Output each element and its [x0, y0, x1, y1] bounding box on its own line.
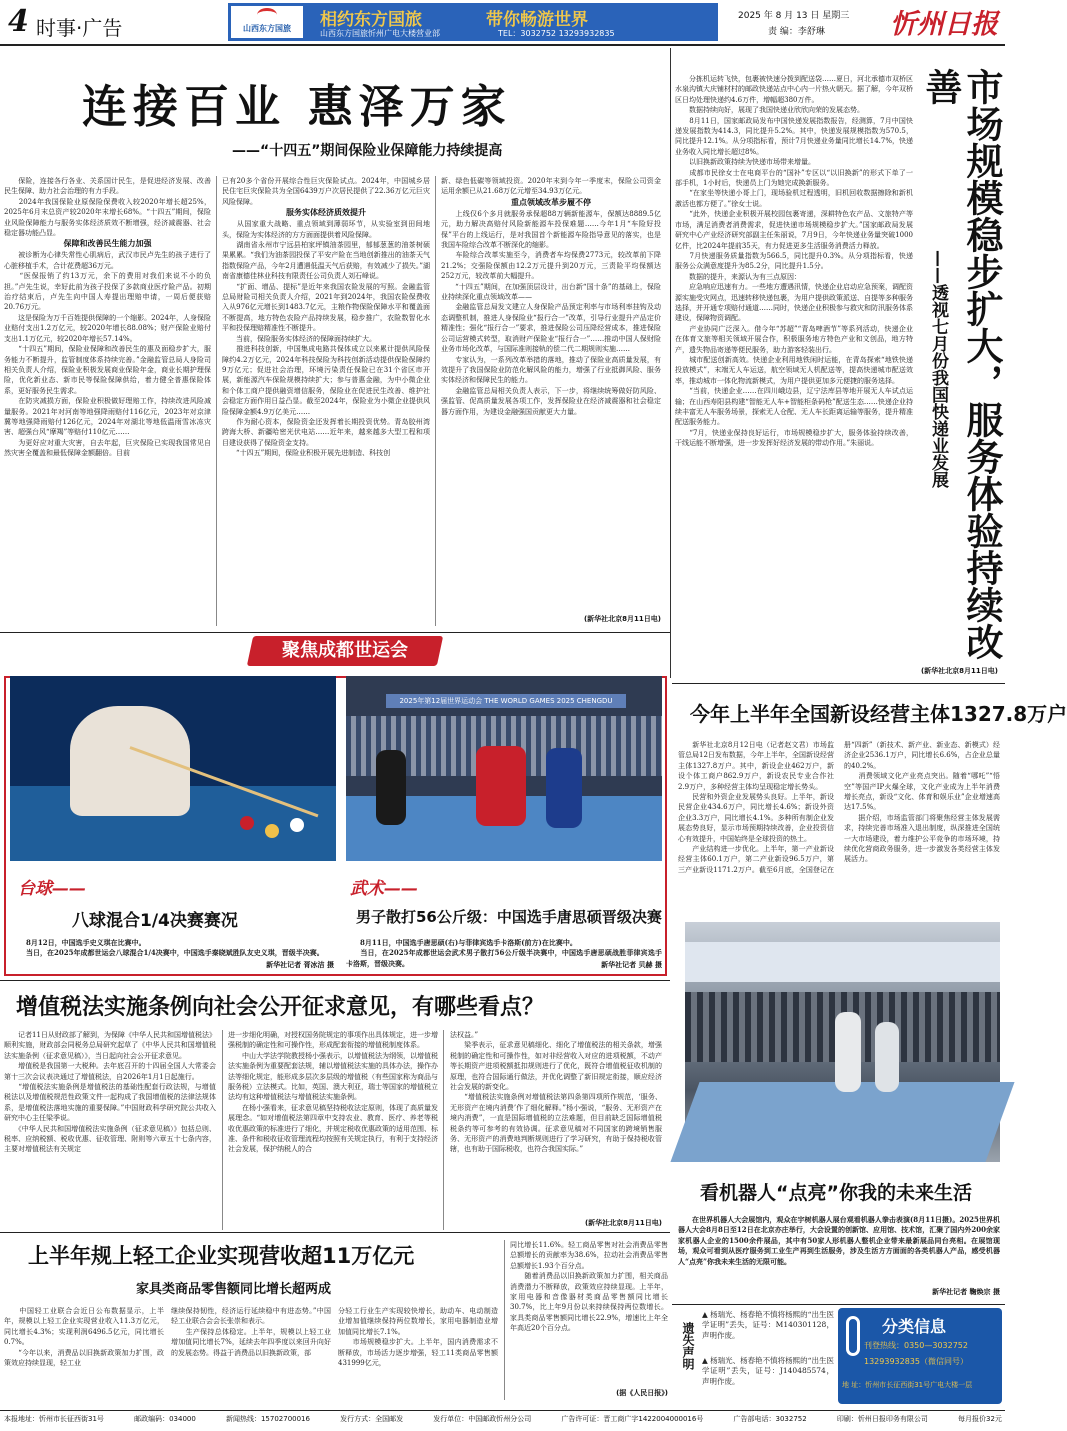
issue-date — [738, 8, 849, 21]
robot-photo — [685, 922, 1000, 1162]
ad-tel: TEL：3032752 13293932835 — [498, 29, 615, 38]
footer-price: 每月报价32元 — [958, 1415, 1002, 1423]
lead-title: 连接百业 惠泽万家 — [82, 80, 512, 133]
light-title: 上半年规上轻工企业实现营收超11万亿元 — [28, 1244, 415, 1268]
light-col-3: 分轻工行业生产实现较快增长，助动车、电动制造业增加值继续保持两位数增长，家用电器制造业增加值同比增长7.1%。 市场规模稳步扩大。上半年，国内消费需求不断释放，市场活力逐步增强，轻工11类商品零售额431999亿元， — [338, 1307, 498, 1368]
photo-banner: 2025年第12届世界运动会 THE WORLD GAMES 2025 CHENGDU — [386, 694, 626, 708]
entities-title: 今年上半年全国新设经营主体1327.8万户 — [690, 702, 1067, 726]
classified-address: 地 址：忻州市长征西街31号广电大楼一层 — [842, 1381, 973, 1389]
footer-rule — [0, 1410, 1005, 1411]
light-col-4: 同比增长11.6%。轻工商品零售对社会消费品零售总额增长的贡献率为38.6%，拉动社会消费品零售总额增长1.93个百分点。 随着消费品以旧换新政策加力扩围，相关商品消费潜力不断释放，政策效应持续显现。上半年，家用电器和音像器材类商品零售额同比增长30.7%，比上年9月份以来持续保持两位数增长。家具类商品零售额同比增长22.9%，增速比上年全年高近20个百分点。 — [510, 1241, 668, 1333]
divider — [222, 1030, 223, 1230]
right-top-subtitle: ——透视七月份我国快递业发展 — [928, 250, 948, 488]
ad-slogan-1: 相约东方国旅 — [320, 10, 422, 30]
vat-col-1: 记者11日从财政部了解到，为保障《中华人民共和国增值税法》顺利实施，财政部会同税务总局研究起草了《中华人民共和国增值税法实施条例（征求意见稿）》，当日起向社会公开征求意见。 增值税是我国第一大税种。去年底召开的十四届全国人大常委会第十三次会议表决通过了增值税法，自2026年1月1日起施行。 “增值税法实施条例是增值税法的基础性配套行政法规，与增值税法以及增值税规范性政策文件一起构成了我国增值税的法律法规体系，是增值税法落地实施的重要保障。”中国财政科学研究院公共收入研究中心主任梁季说。 《中华人民共和国增值税法实施条例（征求意见稿）》包括总则、税率、应纳税额、税收优惠、征收管理、附则等六章五十七条内容，主要对增值税法有关规定 — [4, 1031, 216, 1154]
date: 2025 年 8 月 13 日 — [738, 11, 820, 21]
lead-subhead-3: 重点领域改革步履不停 — [511, 197, 591, 207]
divider — [0, 1232, 670, 1233]
footer-distribution: 发行方式：全国邮发 — [340, 1415, 404, 1423]
right-top-title: 市场规模稳步扩大，服务体验持续改善 — [919, 68, 1003, 660]
light-subtitle: 家具类商品零售额同比增长超两成 — [136, 1282, 332, 1297]
lost-notice-label: 遗失声明 — [681, 1322, 695, 1370]
lost-notice-item: ▲ 杨瑞光、杨春艳不慎将杨熙的“出生医学证明”丢失，证号：J140485574，声明作废。 — [702, 1356, 834, 1386]
focus-banner-text: 聚焦成都世运会 — [282, 640, 408, 661]
divider — [672, 683, 1005, 684]
ball — [265, 824, 279, 838]
masthead: 忻州日报 — [890, 9, 998, 40]
lead-col2-body: 从国家重大战略、重点领域到薄弱环节，从实验室到田间地头，保险为实体经济的方方面面提供着风险保障。 湖南省永州市宁远县柏家坪镇油茶园里，郁郁葱葱的油茶树硕果累累。“我们为油茶园投保了平安产险在当地创新推出的油茶天气指数保险产品，今年2月遭遇低温天气后获赔，有效减少了损失。”湖南省康德佳林业科技有限责任公司负责人刘石峰说。 “扩面、增品、提标”是近年来我国农险发展的写照。金融监管总局财险司相关负责人介绍，2021年到2024年，我国农险保费收入从976亿元增长到1483.7亿元，主粮作物保险保障水平和覆盖面不断提高，地方特色农险产品持续发展，稳步推广，农险数智化水平和投保理赔精准性不断提升。 当前，保险服务实体经济的保障面持续扩大。 推进科技创新，中国集成电路共保体成立以来累计提供风险保障约4.2万亿元，2024年科技保险为科技创新活动提供保险保障约9万亿元；促进社会治理，环境污染责任保险已在31个省区市开展，新能源汽车保险规模持续扩大；参与普惠金融，为中小微企业和个体工商户提供融资增信服务，保险业在促进民生改善、维护社会稳定方面作用日益凸显。截至2024年，保险业为小微企业提供风险保障金额4.9万亿美元…… 作为耐心资本，保险资金还发挥着长期投资优势。青岛胶州湾跨海大桥、新疆哈密光伏电站……近年来，越来越多大型工程和项目建设获得了保险资金支持。 “十四五”期间，保险业积极开展先进制造、科技创 — [222, 220, 430, 458]
divider — [443, 1030, 444, 1230]
lead-subhead-1: 保障和改善民生能力加强 — [63, 239, 152, 249]
vat-title: 增值税法实施条例向社会公开征求意见，有哪些看点？ — [16, 995, 545, 1020]
vat-col-2: 进一步细化明确，对授权国务院规定的事项作出具体规定，进一步增强税制的确定性和可操作性，形成配套衔接的增值税制度体系。 中山大学法学院教授杨小强表示，以增值税法为纲领，以增值税法实施条例为重要配套法规，辅以增值税法实施的具体办法，操作办法等细化规定，能形成多层次多层级的增值税（有些国家称为商品与服务税）立法模式。比如，英国、澳大利亚，瑞士等国家的增值税立法均有这种增值税法与增值税法实施条例。 在杨小强看来，征求意见稿坚持税收法定原则，体现了高质量发展理念。“如对增值税法第四章中支持农业、教育、医疗、养老等税收优惠政策的标准进行了细化，并规定税收优惠政策的适用范围、标准、条件和税收征收管理流程均按照有关规定执行，有利于支持经济社会发展，保护纳税人的合 — [228, 1031, 438, 1154]
footer — [4, 1414, 1002, 1428]
ball — [240, 816, 254, 830]
lead-col2-intro: 已有20多个省份开展综合性巨灾保险试点。2024年，中国城乡居民住宅巨灾保险共为全国6439万户次居民提供了22.36万亿元巨灾风险保障。 — [222, 177, 430, 206]
footer-publisher: 发行单位：中国邮政忻州分公司 — [433, 1415, 532, 1423]
vat-source: (新华社北京8月11日电) — [584, 1219, 662, 1227]
divider — [0, 632, 670, 633]
classified-title: 分类信息 — [882, 1317, 947, 1336]
wushu-cat: 武术—— — [350, 879, 418, 899]
billiards-caption: 8月12日，中国选手史义琪在比赛中。 当日，在2025年成都世运会八球混合1/4决赛中，中国选手秦晓斌胜队友史义琪，晋级半决赛。 — [25, 938, 324, 958]
divider — [670, 48, 671, 678]
robot-1 — [835, 1012, 861, 1092]
divider — [435, 176, 436, 626]
ball — [290, 818, 304, 832]
lead-col3-intro: 新、绿色低碳等领域投资。2020年末到今年一季度末，保险公司资金运用余额已从21.68万亿元增至34.93万亿元。 — [441, 177, 661, 196]
footer-address: 本报地址：忻州市长征西街31号 — [4, 1415, 104, 1423]
fighter-red — [476, 746, 526, 826]
section-title: 时事·广告 — [36, 16, 123, 40]
lead-col-3 — [441, 176, 661, 612]
footer-ad-phone: 广告部电话：3032752 — [733, 1415, 807, 1423]
divider — [0, 980, 670, 981]
page-number: 4 — [8, 4, 29, 39]
lead-col1-body: 被诊断为心律失常性心肌病后，武汉市民卢先生的孩子进行了心脏移植手术，合计花费超36万元。 “医保报销了约13万元，余下的费用对我们来说不小的负担。”卢先生说，幸好此前为孩子投保了多款商业医疗险产品。初期治疗结束后，卢先生向中国人寿提出理赔申请，一周后便获赔20.76万元。 这是保险为万千百姓提供保障的一个缩影。2024年，人身保险业赔付支出1.2万亿元，较2020年增长88.08%；财产保险业赔付支出1.1万亿元，较2020年增长57.14%。 “十四五”期间，保险业保障和改善民生的惠及面稳步扩大，服务能力不断提升，监管制度体系持续完善。”金融监管总局人身险司相关负责人介绍，保险业积极发展商业保险年金，商业长期护理保险，优化新业态、新市民等保险保障供给，着力健全普惠保险体系，更好服务民生需求。 在防灾减损方面，保险业积极做好理赔工作，持续改进风险减量服务。2021年对河南等地强降雨赔付116亿元，2023年对京津冀等地强降雨赔付126亿元，2024年对湖北等地低温雨雪冰冻灾害、超强台风“摩羯”等赔付110亿元…… 为更好应对重大灾害，自去年起，巨灾保险已实现我国常见自然灾害全覆盖和最低保障金额翻倍。目前 — [4, 251, 211, 458]
billiards-cat: 台球—— — [18, 879, 86, 899]
billiards-credit: 新华社记者 胥冰洁 摄 — [266, 961, 334, 969]
weekday: 星期三 — [822, 11, 850, 21]
robot-caption: 在世界机器人大会展馆内，观众在宇树机器人展台观看机器人拳击表演(8月11日摄)。2025世界机器人大会8月8日至12日在北京亦庄举行，大会设置的创新馆、应用馆、技术馆，汇聚了国内外200余家家机器人企业的1500余件展品，其中有50家人形机器人整机企业带来最新展品同台亮相。在展馆现场，观众可看到从医疗服务到工业生产再到生活服务，涉及生活方方面面的各类机器人产品，感受机器人“点亮”你我未来生活的无限可能。 — [678, 1215, 1000, 1266]
billiards-title: 八球混合1/4决赛赛况 — [72, 911, 238, 931]
classified-wechat: 13293932835（微信同号） — [864, 1357, 968, 1366]
wushu-caption: 8月11日，中国选手唐思硕(右)与菲律宾选手卡洛斯(前方)在比赛中。 当日，在2025年成都世运会武术男子散打56公斤级半决赛中，中国选手唐思硕战胜菲律宾选手卡洛斯，晋级决赛。 — [346, 938, 662, 968]
robot-credit: 新华社记者 鞠焕宗 摄 — [932, 1288, 1000, 1296]
robot-caption-block — [678, 1215, 1000, 1297]
divider — [672, 1304, 1005, 1305]
wushu-title: 男子散打56公斤级：中国选手唐思硕晋级决赛 — [356, 908, 662, 926]
entities-body: 新华社北京8月12日电（记者赵文君）市场监管总局12日发布数据，今年上半年，全国新设经营主体1327.8万户。其中，新设企业462万户，新设个体工商户862.9万户，新设农民专业合作社2.9万户，多种经营主体均呈现稳定增长势头。 民营和外资企业发展势头良好。上半年，新设民营企业434.6万户，同比增长4.6%；新设外资企业3.3万户，同比增长4.1%。多种所有制企业发展态势良好，显示市场预期持续改善，企业投资信心有效提升，中国始终是全球投资的热土。 产业结构进一步优化。上半年，第一产业新设经营主体60.1万户，第二产业新设96.5万户，第三产业新设1171.2万户。截至6月底，全国登记在册“四新”（新技术、新产业、新业态、新模式）经济企业2536.1万户，同比增长6.6%，占企业总量的40.2%。 消费领域文化产业亮点突出。随着“哪吒”“悟空”等国产IP火爆全球，文化产业成为上半年消费增长亮点，新设“文化、体育和娱乐业”企业增速高达17.5%。 据介绍，市场监管部门将聚焦经营主体发展需求，持续完善市场准入退出制度，纵深推进全国统一大市场建设，着力维护公平竞争的市场环境，持续优化营商政务服务，进一步激发各类经营主体发展活力。 — [678, 741, 1000, 874]
lost-notice-item: ▲ 杨瑞光、杨春艳不慎将杨熙的“出生医学证明”丢失，证号：M140301128，声明作废。 — [702, 1310, 834, 1340]
ad-subline: 山西东方国旅忻州广电大楼营业部 — [320, 29, 440, 38]
ad-slogan-2: 带你畅游世界 — [486, 10, 588, 30]
editor-line: 责 编：李舒琳 — [768, 27, 825, 37]
focus-banner — [247, 636, 443, 666]
divider — [504, 1240, 505, 1400]
wushu-photo — [346, 676, 662, 861]
lost-notices — [702, 1310, 834, 1402]
wushu-credit: 新华社记者 贝赫 摄 — [601, 961, 662, 969]
billiards-photo — [10, 676, 336, 861]
ad-logo-box — [231, 6, 303, 38]
classified-phone: 刊登热线：0350—3032752 — [864, 1341, 968, 1350]
footer-license: 广告许可证：晋工商广字1422004000016号 — [561, 1415, 704, 1423]
right-top-body: 分拣机运转飞快，包裹被快速分拨到配送袋……夏日，河北承德市双桥区水泉沟镇大庆铺材村的邮政快递站点中心内一片热火朝天。据了解，今年双桥区日均处理快递约4.6万件，增幅超380万件。 数据持续向好，展现了我国快递业欣欣向荣的发展态势。 8月11日，国家邮政局发布中国快递发展指数报告，经测算，7月中国快递发展指数为414.3，同比提升5.2%。其中，快递发展规模指数为570.5，同比提升12.1%。从分项指标看，预计7月快递业务量同比增长14.7%，快递业务收入同比增长超过8%。 以旧换新政策持续为快递市场带来增量。 成都市民徐女士在电商平台的“国补”专区以“以旧换新”的形式下单了一部手机，1小时后，快递员上门为她完成换新服务。 “在家坐等快递小哥上门，现场验机过程透明，旧机回收数据擦除和新机激活也都方便了。”徐女士说。 “此外，快递企业积极开展校园包裹寄递，深耕特色农产品、文旅特产等市场，满足消费者消费需求，促进快递市场规模稳步扩大。”国家邮政局发展研究中心产业经济研究部副主任朱丽说，7月9日，今年快递业务量突破1000亿件，比2024年提前35天，有力促进更多生活服务消费活力释放。 7月快递服务质量指数为566.5，同比提升0.3%。从分项指标看，快递服务公众满意度提升为85.2分，同比提升1.5分。 数据的提升，来源认为有三点原因： 应急响应迅速有力。一些地方遭遇汛情，快递企业启动应急预案，调配资源实施受灾网点，迅速转移快递包裹，为用户提供政策派送、自提等多种服务选择，并开通专项赔付通道……同时，快递企业积极参与救灾和防汛服务体系建设，保障物资调配。 产业协同广泛深入。借今年“苏超”“青岛啤酒节”等系列活动，快递企业在体育文旅等相关领域开展合作，积极服务地方特色产业和文创品，地方特产，遗失物品寄递等便民服务，助力游客轻装出行。 城市配送创新高效。快递企业利用地铁闲时运能，在青岛探索“地铁快递投放模式”，末端无人车运送，航空领域无人机配送等，提高快递城市配送效率，推动城市一体化物流新模式，为用户提供更加多元便捷的服务选择。 “当前，快递企业……在四川峨边县，辽宁法库县等地开展无人车试点运输；在山西寿阳县构建“智能无人车+智能柜条码枪”配送生态……快递企业持续丰富无人车服务场景，探索无人仓配、无人车长距离运输等服务，提升精准配送服务能力。 “7月，快递业保持良好运行，市场规模稳步扩大，服务体验持续改善，干线运能不断增强，进一步发挥好经济发展的带动作用。”朱丽说。 — [675, 75, 913, 448]
lead-subtitle: ——“十四五”期间保险业保障能力持续提高 — [232, 143, 503, 159]
lead-subhead-2: 服务实体经济质效提升 — [286, 208, 366, 218]
lead-source: (新华社北京8月11日电) — [583, 615, 661, 623]
robot-2 — [875, 1022, 899, 1092]
divider — [216, 176, 217, 626]
light-source: (据《人民日报》) — [616, 1389, 668, 1397]
lead-col3-body: 上线仅6个多月就服务承保超88万辆新能源车，保额达8889.5亿元，助力解决高赔付风险新能源车投保难题……今年1月“车险好投保”平台的上线运行，是对我国首个新能源车险指导意见的落实，也是我国车险综合改革不断深化的缩影。 车险综合改革实施至今，消费者车均保费2773元，较改革前下降21.2%；交强险保额由12.2万元提升到20万元，三责险平均保额达252万元，较改革前大幅提升。 “十四五”期间，在加强顶层设计，出台新“国十条”的基础上，保险业持续深化重点领域改革—— 金融监管总局发文建立人身保险产品预定利率与市场利率挂钩及动态调整机制，推进人身保险业“报行合一”改革，引导行业提升产品定价精准性；强化“报行合一”要求，推进保险公司压降经营成本，推进保险公司运营模式转型，取消财产保险业“报行合一”……推动中国人保财险业务市场化改革，与国际准则接轨的偿二代二期规则实施…… 专家认为，一系列改革举措的落地，推动了保险业高质量发展，有效提升了我国保险业防范化解风险的能力，增强了行业抵御风险、服务实体经济和保障民生的能力。 金融监管总局相关负责人表示，下一步，将继续统筹做好防风险、强监管、促高质量发展各项工作，发挥保险业在经济减震器和社会稳定器方面作用，为建设金融强国贡献更大力量。 — [441, 209, 661, 416]
robot-banner — [685, 942, 1000, 982]
footer-hotline: 新闻热线：15702700016 — [225, 1415, 310, 1423]
lead-col-2 — [222, 176, 430, 626]
phone-icon — [846, 1316, 860, 1356]
footer-printer: 印刷：忻州日报印务有限公司 — [836, 1415, 928, 1423]
light-col-1: 中国轻工业联合会近日公布数据显示，上半年，规模以上轻工企业实现营业收入11.3万亿元，同比增长4.3%；实现利润6496.5亿元，同比增长0.7%。 “今年以来，消费品以旧换新政策加力扩围，政策效应持续显现，轻工业 — [4, 1307, 164, 1368]
ring-floor — [670, 1082, 1014, 1162]
footer-postcode: 邮政编码：034000 — [134, 1415, 196, 1423]
lead-col1-intro: 保险，连接各行各业、关系国计民生，是促进经济发展、改善民生保障、助力社会治理的有力手段。 2024年我国保险业原保险保费收入较2020年增长超25%，2025年6月末总资产较2020年末增长68%。“十四五”期间，保险业风险保障能力与服务实体经济质效不断增强，经济减震器、社会稳定器功能凸显。 — [4, 177, 211, 238]
header-rule — [0, 44, 1005, 46]
referee — [376, 750, 406, 825]
ad-logo-mark — [257, 8, 277, 22]
vat-col-3: 法权益。” 梁季表示，征求意见稿细化、细化了增值税法的相关条款，增强税制的确定性和可操作性，如对非经营收入对应的进项税额，不动产等长期资产进项税额抵扣规则进行了优化，既符合增值税征收机制的原理，也符合国际通行做法，并优化调整了新旧规定衔接，顺应经济社会发展的新变化。 “增值税法实施条例对增值税法第四条第四项所作规范，‘服务、无形资产在境内消费’作了细化解释。”杨小强说，“服务、无形资产在境内消费”，一直是国际增值税的立法难题，但目前缺乏国际增值税税条约等可参考的有效协调。征求意见稿对不同国家的跨境销售服务、无形资产的消费地判断规则进行了学习研究，有助于保持税收管辖，也有助于国际税收，也符合我国实际。” — [450, 1031, 662, 1154]
light-col-2: 继续保持韧性，经济运行延续稳中有进态势。”中国轻工业联合会会长张崇和表示。 生产保持总体稳定。上半年，规模以上轻工业增加值同比增长7%，延续去年四季度以来回升向好的发展态势。得益于消费品以旧换新政策，部 — [171, 1307, 331, 1357]
right-top-source: (新华社北京8月11日电) — [920, 667, 998, 675]
ad-logo-text: 山西东方国旅 — [243, 24, 291, 33]
lead-col-1 — [4, 176, 211, 626]
header-ad — [228, 3, 718, 41]
classified-box — [838, 1308, 1002, 1404]
fighter-blue — [546, 748, 582, 828]
robot-title: 看机器人“点亮”你我的未来生活 — [700, 1182, 972, 1204]
